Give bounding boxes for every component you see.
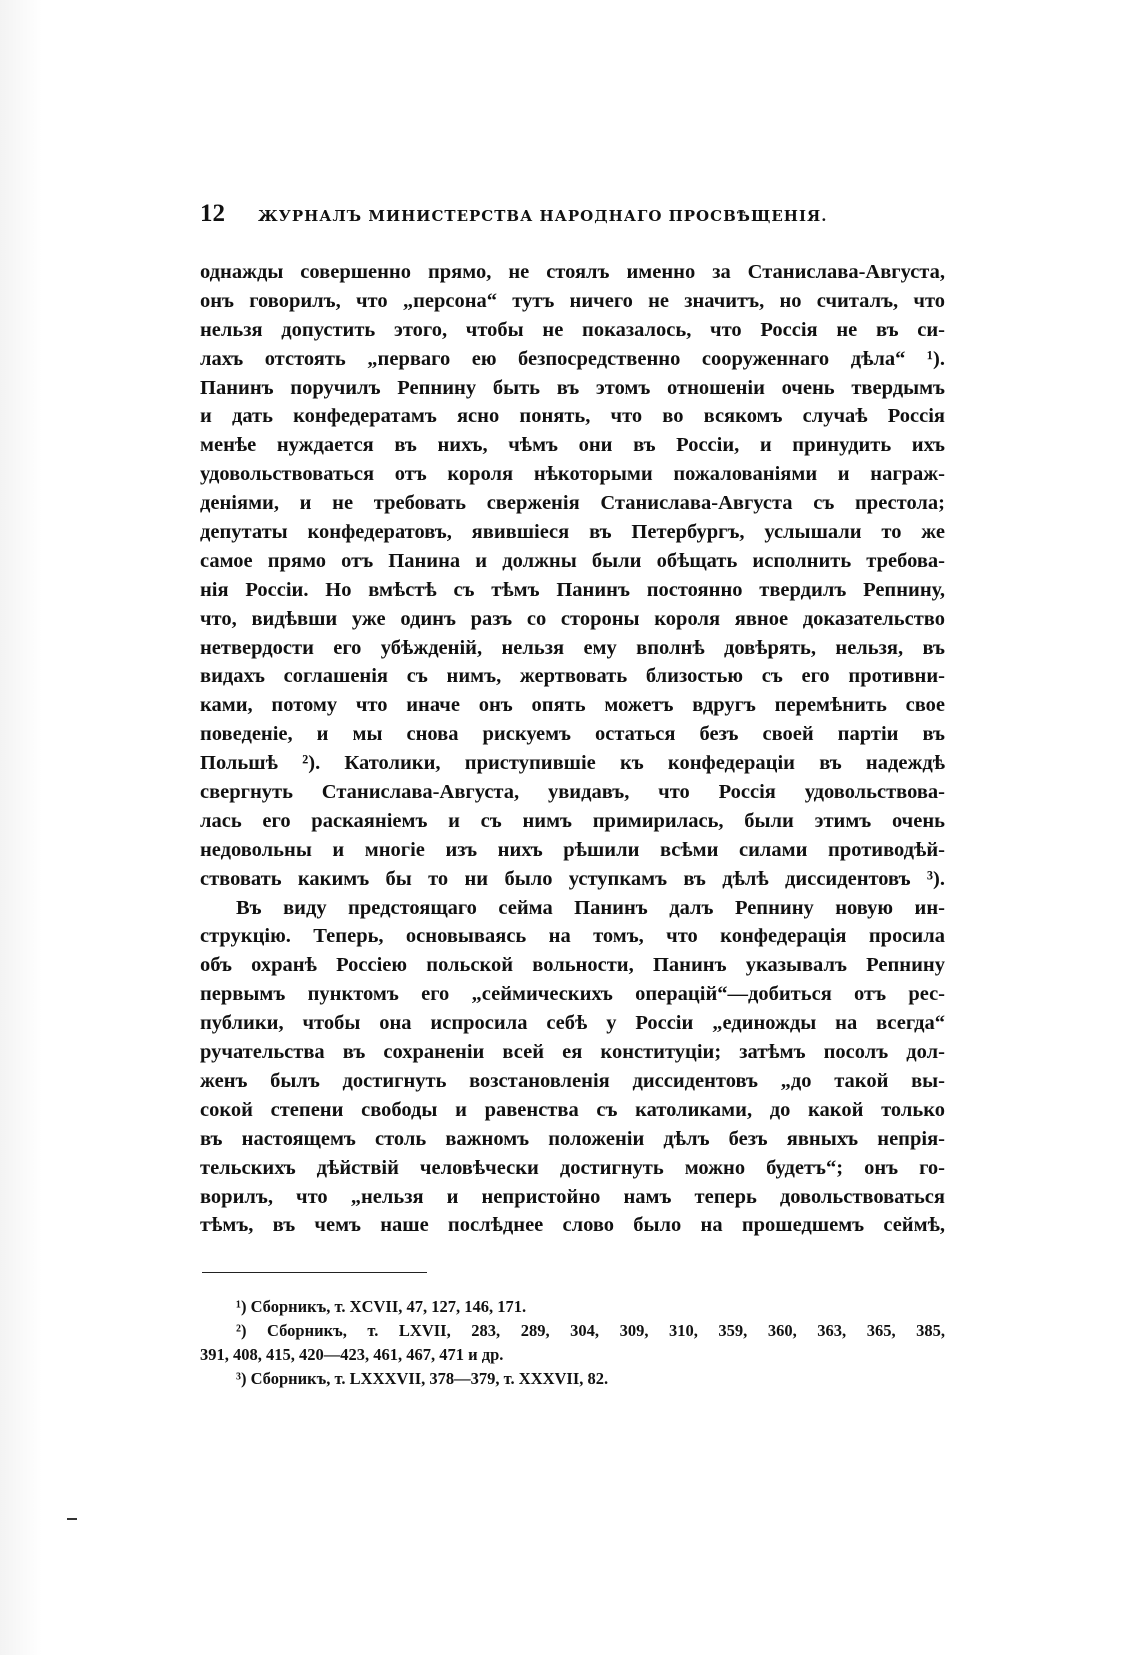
text-line: лахъ отстоять „перваго ею безпосредственно сооруженнаго дѣла“ ¹).	[200, 347, 945, 370]
text-line: и дать конфедератамъ ясно понять, что во всякомъ случаѣ Россія	[200, 405, 945, 428]
footnote-3: ³) Сборникъ, т. LXXXVII, 378—379, т. XXXVII, 82.	[236, 1369, 609, 1389]
footnote-2-continued: 391, 408, 415, 420—423, 461, 467, 471 и др.	[200, 1345, 504, 1365]
text-line: что, видѣвши уже одинъ разъ со стороны короля явное доказательство	[200, 607, 945, 630]
text-line: видахъ соглашенія съ нимъ, жертвовать близостью съ его противни-	[200, 665, 945, 688]
running-title: ЖУРНАЛЪ МИНИСТЕРСТВА НАРОДНАГО ПРОСВѢЩЕНІЯ.	[258, 207, 828, 225]
text-line: въ настоящемъ столь важномъ положеніи дѣлъ безъ явныхъ непрія-	[200, 1127, 945, 1150]
text-line: ствовать какимъ бы то ни было уступкамъ въ дѣлѣ диссидентовъ ³).	[200, 867, 945, 890]
text-line: удовольствоваться отъ короля нѣкоторыми пожалованіями и награж-	[200, 463, 945, 486]
text-line: менѣе нуждается въ нихъ, чѣмъ они въ Россіи, и принудить ихъ	[200, 434, 945, 457]
text-line: недовольны и многіе изъ нихъ рѣшили всѣми силами противодѣй-	[200, 838, 945, 861]
text-line: ками, потому что иначе онъ опять можетъ вдругъ перемѣнить свое	[200, 694, 945, 717]
text-line: первымъ пунктомъ его „сеймическихъ операцій“—добиться отъ рес-	[200, 983, 945, 1006]
text-line: поведеніе, и мы снова рискуемъ остаться безъ своей партіи въ	[200, 723, 945, 746]
footnote-divider	[202, 1272, 427, 1273]
text-line: нетвердости его убѣжденій, нельзя ему вполнѣ довѣрять, нельзя, въ	[200, 636, 945, 659]
text-line: женъ былъ достигнуть возстановленія диссидентовъ „до такой вы-	[200, 1069, 945, 1092]
text-line: деніями, и не требовать сверженія Станислава-Августа съ престола;	[200, 492, 945, 515]
page-header	[200, 200, 945, 240]
text-line: однажды совершенно прямо, не стоялъ именно за Станислава-Августа,	[200, 261, 945, 283]
footnotes	[200, 1295, 945, 1391]
text-line: ворилъ, что „нельзя и непристойно намъ теперь довольствоваться	[200, 1185, 945, 1208]
text-line: самое прямо отъ Панина и должны были обѣщать исполнить требова-	[200, 549, 945, 572]
text-line: нія Россіи. Но вмѣстѣ съ тѣмъ Панинъ постоянно твердилъ Репнину,	[200, 578, 945, 601]
text-line: ручательства въ сохраненіи всей ея конституціи; затѣмъ посолъ дол-	[200, 1041, 945, 1064]
text-line: тельскихъ дѣйствій человѣчески достигнуть можно будетъ“; онъ го-	[200, 1156, 945, 1179]
footnote-2: ²) Сборникъ, т. LXVII, 283, 289, 304, 309, 310, 359, 360, 363, 365, 385,	[236, 1321, 945, 1341]
body-text	[200, 258, 945, 1240]
text-line: Панинъ поручилъ Репнину быть въ этомъ отношеніи очень твердымъ	[200, 376, 945, 399]
text-line: Польшѣ ²). Католики, приступившіе къ конфедераціи въ надеждѣ	[200, 752, 945, 775]
text-line: свергнуть Станислава-Августа, увидавъ, что Россія удовольствова-	[200, 781, 945, 804]
text-line: струкцію. Теперь, основываясь на томъ, что конфедерація просила	[200, 925, 945, 948]
page-number: 12	[200, 200, 225, 227]
text-line: объ охранѣ Россіею польской вольности, Панинъ указывалъ Репнину	[200, 954, 945, 977]
text-line-paragraph-start: Въ виду предстоящаго сейма Панинъ далъ Репнину новую ин-	[236, 896, 945, 919]
margin-mark	[67, 1518, 77, 1520]
text-line: депутаты конфедератовъ, явившіеся въ Петербургъ, услышали то же	[200, 521, 945, 544]
scan-edge	[0, 0, 42, 1655]
text-line: тѣмъ, въ чемъ наше послѣднее слово было на прошедшемъ сеймѣ,	[200, 1214, 945, 1237]
text-line: нельзя допустить этого, чтобы не показалось, что Россія не въ си-	[200, 318, 945, 341]
text-line: публики, чтобы она испросила себѣ у Россіи „единожды на всегда“	[200, 1012, 945, 1035]
book-page	[200, 200, 945, 1391]
text-line: лась его раскаяніемъ и съ нимъ примирилась, были этимъ очень	[200, 809, 945, 832]
text-line: онъ говорилъ, что „персона“ тутъ ничего не значитъ, но считалъ, что	[200, 289, 945, 312]
footnote-1: ¹) Сборникъ, т. XCVII, 47, 127, 146, 171.	[236, 1297, 527, 1317]
text-line: сокой степени свободы и равенства съ католиками, до какой только	[200, 1098, 945, 1121]
